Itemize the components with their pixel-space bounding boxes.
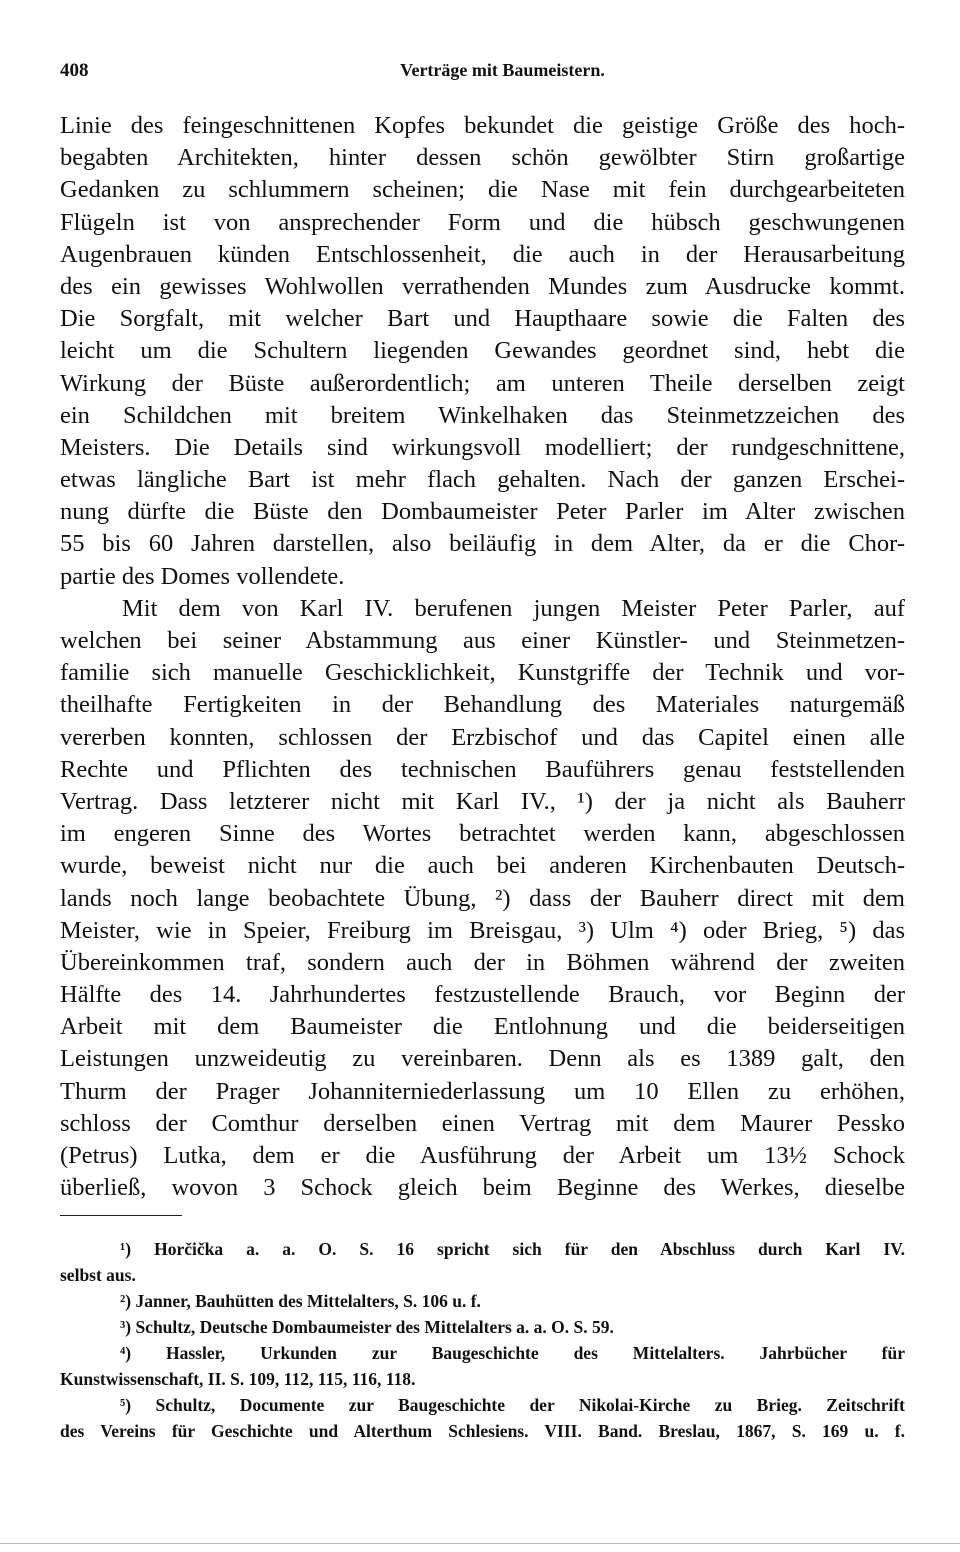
footnote-3: ³) Schultz, Deutsche Dombaumeister des Mittelalters a. a. O. S. 59.: [120, 1317, 614, 1337]
footnote-5-continued: des Vereins für Geschichte und Alterthum Schlesiens. VIII. Band. Breslau, 1867, S. 169 u. f.: [60, 1421, 905, 1441]
body-line: 55 bis 60 Jahren darstellen, also beiläufig in dem Alter, da er die Chor-: [60, 530, 905, 558]
body-line: theilhafte Fertigkeiten in der Behandlung des Materiales naturgemäß: [60, 691, 905, 719]
body-line: des ein gewisses Wohlwollen verrathenden Mundes zum Ausdrucke kommt.: [60, 272, 905, 300]
body-line: Linie des feingeschnittenen Kopfes bekundet die geistige Größe des hoch-: [60, 112, 905, 139]
body-line: Wirkung der Büste außerordentlich; am unteren Theile derselben zeigt: [60, 369, 905, 397]
body-line: Leistungen unzweideutig zu vereinbaren. Denn als es 1389 galt, den: [60, 1045, 905, 1073]
footnote-1-continued: selbst aus.: [60, 1265, 136, 1285]
body-text: [60, 110, 905, 1204]
body-line: Meister, wie in Speier, Freiburg im Breisgau, ³) Ulm ⁴) oder Brieg, ⁵) das: [60, 916, 905, 944]
body-line: begabten Architekten, hinter dessen schön gewölbter Stirn großartige: [60, 144, 905, 172]
footnotes: [60, 1236, 905, 1444]
body-line: Meisters. Die Details sind wirkungsvoll modelliert; der rundgeschnittene,: [60, 433, 905, 461]
footnote-4-continued: Kunstwissenschaft, II. S. 109, 112, 115, 116, 118.: [60, 1369, 416, 1389]
page-header: [60, 60, 905, 86]
body-line: nung dürfte die Büste den Dombaumeister Peter Parler im Alter zwischen: [60, 498, 905, 526]
body-line: leicht um die Schultern liegenden Gewandes geordnet sind, hebt die: [60, 337, 905, 365]
body-line: wurde, beweist nicht nur die auch bei anderen Kirchenbauten Deutsch-: [60, 852, 905, 880]
body-line: Vertrag. Dass letzterer nicht mit Karl IV., ¹) der ja nicht als Bauherr: [60, 787, 905, 815]
footnote-2: ²) Janner, Bauhütten des Mittelalters, S. 106 u. f.: [120, 1291, 481, 1311]
body-line: überließ, wovon 3 Schock gleich beim Beginne des Werkes, dieselbe: [60, 1174, 905, 1202]
body-line: etwas längliche Bart ist mehr flach gehalten. Nach der ganzen Erschei-: [60, 466, 905, 494]
body-line: welchen bei seiner Abstammung aus einer Künstler- und Steinmetzen-: [60, 627, 905, 654]
body-line: Thurm der Prager Johanniterniederlassung um 10 Ellen zu erhöhen,: [60, 1077, 905, 1105]
body-line: ein Schildchen mit breitem Winkelhaken das Steinmetzzeichen des: [60, 401, 905, 429]
page-number: 408: [60, 60, 89, 81]
body-line: familie sich manuelle Geschicklichkeit, Kunstgriffe der Technik und vor-: [60, 659, 905, 687]
body-line: im engeren Sinne des Wortes betrachtet werden kann, abgeschlossen: [60, 820, 905, 848]
footnote-1: ¹) Horčička a. a. O. S. 16 spricht sich für den Abschluss durch Karl IV.: [120, 1239, 905, 1259]
body-line: vererben konnten, schlossen der Erzbischof und das Capitel einen alle: [60, 723, 905, 751]
body-line: Gedanken zu schlummern scheinen; die Nase mit fein durchgearbeiteten: [60, 176, 905, 204]
body-line: lands noch lange beobachtete Übung, ²) dass der Bauherr direct mit dem: [60, 884, 905, 912]
footnote-divider: [60, 1215, 182, 1216]
body-line: Die Sorgfalt, mit welcher Bart und Haupthaare sowie die Falten des: [60, 305, 905, 333]
body-line: (Petrus) Lutka, dem er die Ausführung der Arbeit um 13½ Schock: [60, 1142, 905, 1169]
body-line: Hälfte des 14. Jahrhundertes festzustellende Brauch, vor Beginn der: [60, 981, 905, 1009]
running-title: Verträge mit Baumeistern.: [400, 60, 605, 80]
body-line: partie des Domes vollendete.: [60, 562, 345, 590]
body-line: Rechte und Pflichten des technischen Bauführers genau feststellenden: [60, 755, 905, 783]
body-line: Flügeln ist von ansprechender Form und die hübsch geschwungenen: [60, 208, 905, 236]
body-line: Augenbrauen künden Entschlossenheit, die auch in der Herausarbeitung: [60, 240, 905, 268]
footnote-5: ⁵) Schultz, Documente zur Baugeschichte der Nikolai-Kirche zu Brieg. Zeitschrift: [120, 1395, 905, 1415]
scan-edge: [0, 1543, 960, 1544]
body-line: Übereinkommen traf, sondern auch der in Böhmen während der zweiten: [60, 948, 905, 976]
footnote-4: ⁴) Hassler, Urkunden zur Baugeschichte des Mittelalters. Jahrbücher für: [120, 1343, 905, 1363]
body-line-paragraph-start: Mit dem von Karl IV. berufenen jungen Meister Peter Parler, auf: [122, 594, 905, 622]
body-line: schloss der Comthur derselben einen Vertrag mit dem Maurer Pessko: [60, 1109, 905, 1137]
body-line: Arbeit mit dem Baumeister die Entlohnung und die beiderseitigen: [60, 1013, 905, 1041]
